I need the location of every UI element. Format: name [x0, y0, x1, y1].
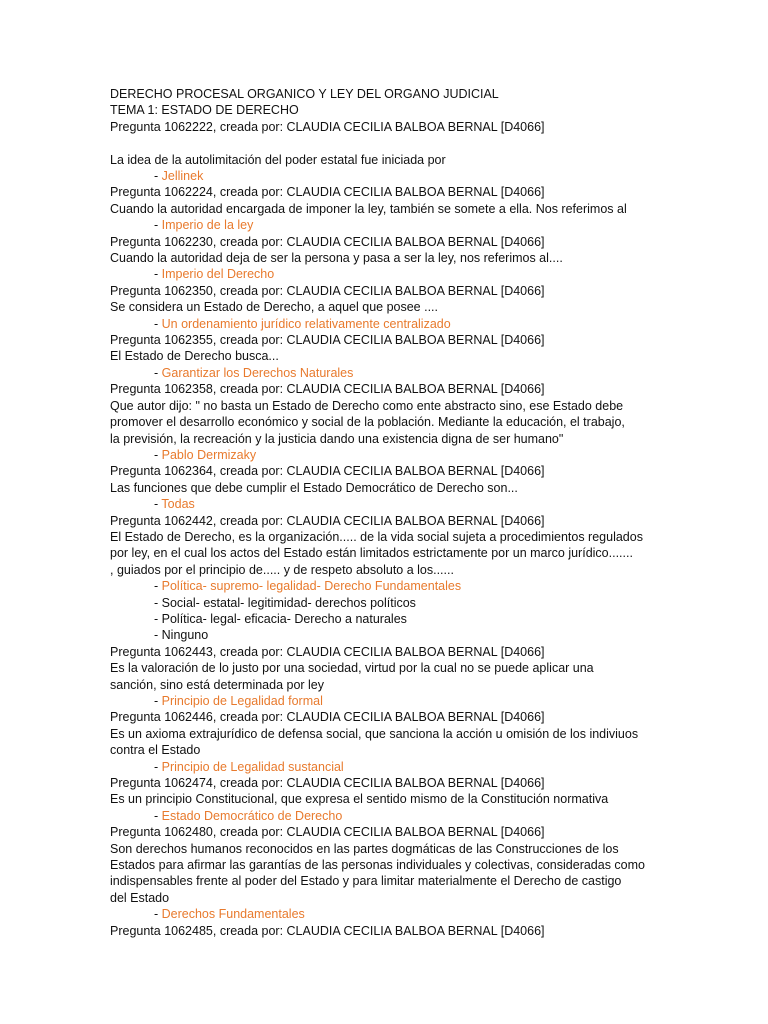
question-block [110, 463, 760, 512]
correct-answer-option [110, 266, 760, 282]
question-text: Cuando la autoridad encargada de imponer la ley, también se somete a ella. Nos referimos al [110, 201, 627, 216]
question-block [110, 775, 760, 824]
bullet-dash: - [154, 169, 162, 184]
bullet-dash: - [154, 808, 162, 823]
topic-heading: TEMA 1: ESTADO DE DERECHO [110, 103, 299, 118]
question-text: sanción, sino está determinada por ley [110, 677, 325, 692]
bullet-dash: - [154, 447, 162, 462]
question-header: Pregunta 1062474, creada por: CLAUDIA CECILIA BALBOA BERNAL [D4066] [110, 776, 545, 791]
question-text: La idea de la autolimitación del poder estatal fue iniciada por [110, 152, 446, 167]
correct-answer-option [110, 316, 760, 332]
question-block [110, 644, 760, 710]
question-list [110, 119, 760, 939]
question-text: contra el Estado [110, 743, 201, 758]
question-text: por ley, en el cual los actos del Estado están limitados estrictamente por un marco jurídico....... [110, 546, 633, 561]
question-text: del Estado [110, 890, 170, 905]
question-block [110, 513, 760, 644]
bullet-dash: - [154, 694, 162, 709]
option-text: Política- supremo- legalidad- Derecho Fundamentales [161, 579, 462, 594]
option-text: Principio de Legalidad sustancial [161, 759, 344, 774]
question-text: Son derechos humanos reconocidos en las partes dogmáticas de las Construcciones de los [110, 841, 619, 856]
question-text: promover el desarrollo económico y social de la población. Mediante la educación, el trabajo, [110, 415, 625, 430]
correct-answer-option [110, 217, 760, 233]
option-text: Principio de Legalidad formal [161, 694, 323, 709]
question-block [110, 332, 760, 381]
question-text: Las funciones que debe cumplir el Estado Democrático de Derecho son... [110, 480, 518, 495]
bullet-dash: - [154, 316, 162, 331]
option-text: Derechos Fundamentales [161, 907, 305, 922]
question-block [110, 381, 760, 463]
document-title: DERECHO PROCESAL ORGANICO Y LEY DEL ORGANO JUDICIAL [110, 87, 499, 101]
question-block [110, 234, 760, 283]
bullet-dash: - [154, 497, 162, 512]
question-text: Estados para afirmar las garantías de las personas individuales y colectivas, consideradas como [110, 858, 645, 873]
spacer [110, 135, 760, 151]
question-text: Se considera un Estado de Derecho, a aquel que posee .... [110, 300, 439, 315]
question-header: Pregunta 1062224, creada por: CLAUDIA CECILIA BALBOA BERNAL [D4066] [110, 185, 545, 200]
question-text: Es la valoración de lo justo por una sociedad, virtud por la cual no se puede aplicar una [110, 661, 594, 676]
question-text: , guiados por el principio de..... y de respeto absoluto a los...... [110, 562, 454, 577]
question-header: Pregunta 1062443, creada por: CLAUDIA CECILIA BALBOA BERNAL [D4066] [110, 644, 545, 659]
question-block [110, 709, 760, 775]
option-text: Ninguno [161, 628, 209, 643]
question-header: Pregunta 1062480, creada por: CLAUDIA CECILIA BALBOA BERNAL [D4066] [110, 825, 545, 840]
question-text: indispensables frente al poder del Estado y para limitar materialmente el Derecho de castigo [110, 874, 622, 889]
correct-answer-option [110, 365, 760, 381]
bullet-dash: - [154, 628, 162, 643]
answer-option [110, 611, 760, 627]
bullet-dash: - [154, 595, 162, 610]
bullet-dash: - [154, 907, 162, 922]
question-text: Que autor dijo: " no basta un Estado de Derecho como ente abstracto sino, ese Estado debe [110, 398, 624, 413]
question-header: Pregunta 1062364, creada por: CLAUDIA CECILIA BALBOA BERNAL [D4066] [110, 464, 545, 479]
question-text: Es un axioma extrajurídico de defensa social, que sanciona la acción u omisión de los indiviuos [110, 726, 639, 741]
correct-answer-option [110, 496, 760, 512]
question-header: Pregunta 1062230, creada por: CLAUDIA CECILIA BALBOA BERNAL [D4066] [110, 234, 545, 249]
option-text: Todas [161, 497, 195, 512]
bullet-dash: - [154, 579, 162, 594]
option-text: Garantizar los Derechos Naturales [161, 365, 354, 380]
question-block [110, 923, 760, 939]
bullet-dash: - [154, 218, 162, 233]
question-header: Pregunta 1062358, creada por: CLAUDIA CECILIA BALBOA BERNAL [D4066] [110, 382, 545, 397]
bullet-dash: - [154, 759, 162, 774]
question-block [110, 184, 760, 233]
answer-option [110, 627, 760, 643]
option-text: Estado Democrático de Derecho [161, 808, 343, 823]
correct-answer-option [110, 447, 760, 463]
option-text: Jellinek [161, 169, 204, 184]
option-text: Imperio del Derecho [161, 267, 275, 282]
correct-answer-option [110, 168, 760, 184]
question-header: Pregunta 1062442, creada por: CLAUDIA CECILIA BALBOA BERNAL [D4066] [110, 513, 545, 528]
bullet-dash: - [154, 267, 162, 282]
option-text: Un ordenamiento jurídico relativamente centralizado [161, 316, 451, 331]
option-text: Social- estatal- legitimidad- derechos políticos [161, 595, 416, 610]
correct-answer-option [110, 906, 760, 922]
question-text: Cuando la autoridad deja de ser la persona y pasa a ser la ley, nos referimos al.... [110, 251, 563, 266]
correct-answer-option [110, 808, 760, 824]
question-header: Pregunta 1062222, creada por: CLAUDIA CECILIA BALBOA BERNAL [D4066] [110, 119, 545, 134]
option-text: Imperio de la ley [161, 218, 254, 233]
question-text: la previsión, la recreación y la justicia dando una existencia digna de ser humano" [110, 431, 564, 446]
correct-answer-option [110, 759, 760, 775]
question-block [110, 283, 760, 332]
answer-option [110, 595, 760, 611]
question-block [110, 119, 760, 185]
question-block [110, 824, 760, 922]
correct-answer-option [110, 578, 760, 594]
correct-answer-option [110, 693, 760, 709]
bullet-dash: - [154, 611, 162, 626]
bullet-dash: - [154, 365, 162, 380]
question-header: Pregunta 1062485, creada por: CLAUDIA CECILIA BALBOA BERNAL [D4066] [110, 923, 545, 938]
question-text: El Estado de Derecho, es la organización..... de la vida social sujeta a procedimientos regulados [110, 529, 643, 544]
question-text: Es un principio Constitucional, que expresa el sentido mismo de la Constitución normativa [110, 792, 609, 807]
option-text: Política- legal- eficacia- Derecho a naturales [161, 611, 407, 626]
question-header: Pregunta 1062350, creada por: CLAUDIA CECILIA BALBOA BERNAL [D4066] [110, 283, 545, 298]
document-page [110, 86, 760, 939]
question-header: Pregunta 1062355, creada por: CLAUDIA CECILIA BALBOA BERNAL [D4066] [110, 333, 545, 348]
question-header: Pregunta 1062446, creada por: CLAUDIA CECILIA BALBOA BERNAL [D4066] [110, 710, 545, 725]
option-text: Pablo Dermizaky [161, 447, 257, 462]
question-text: El Estado de Derecho busca... [110, 349, 279, 364]
